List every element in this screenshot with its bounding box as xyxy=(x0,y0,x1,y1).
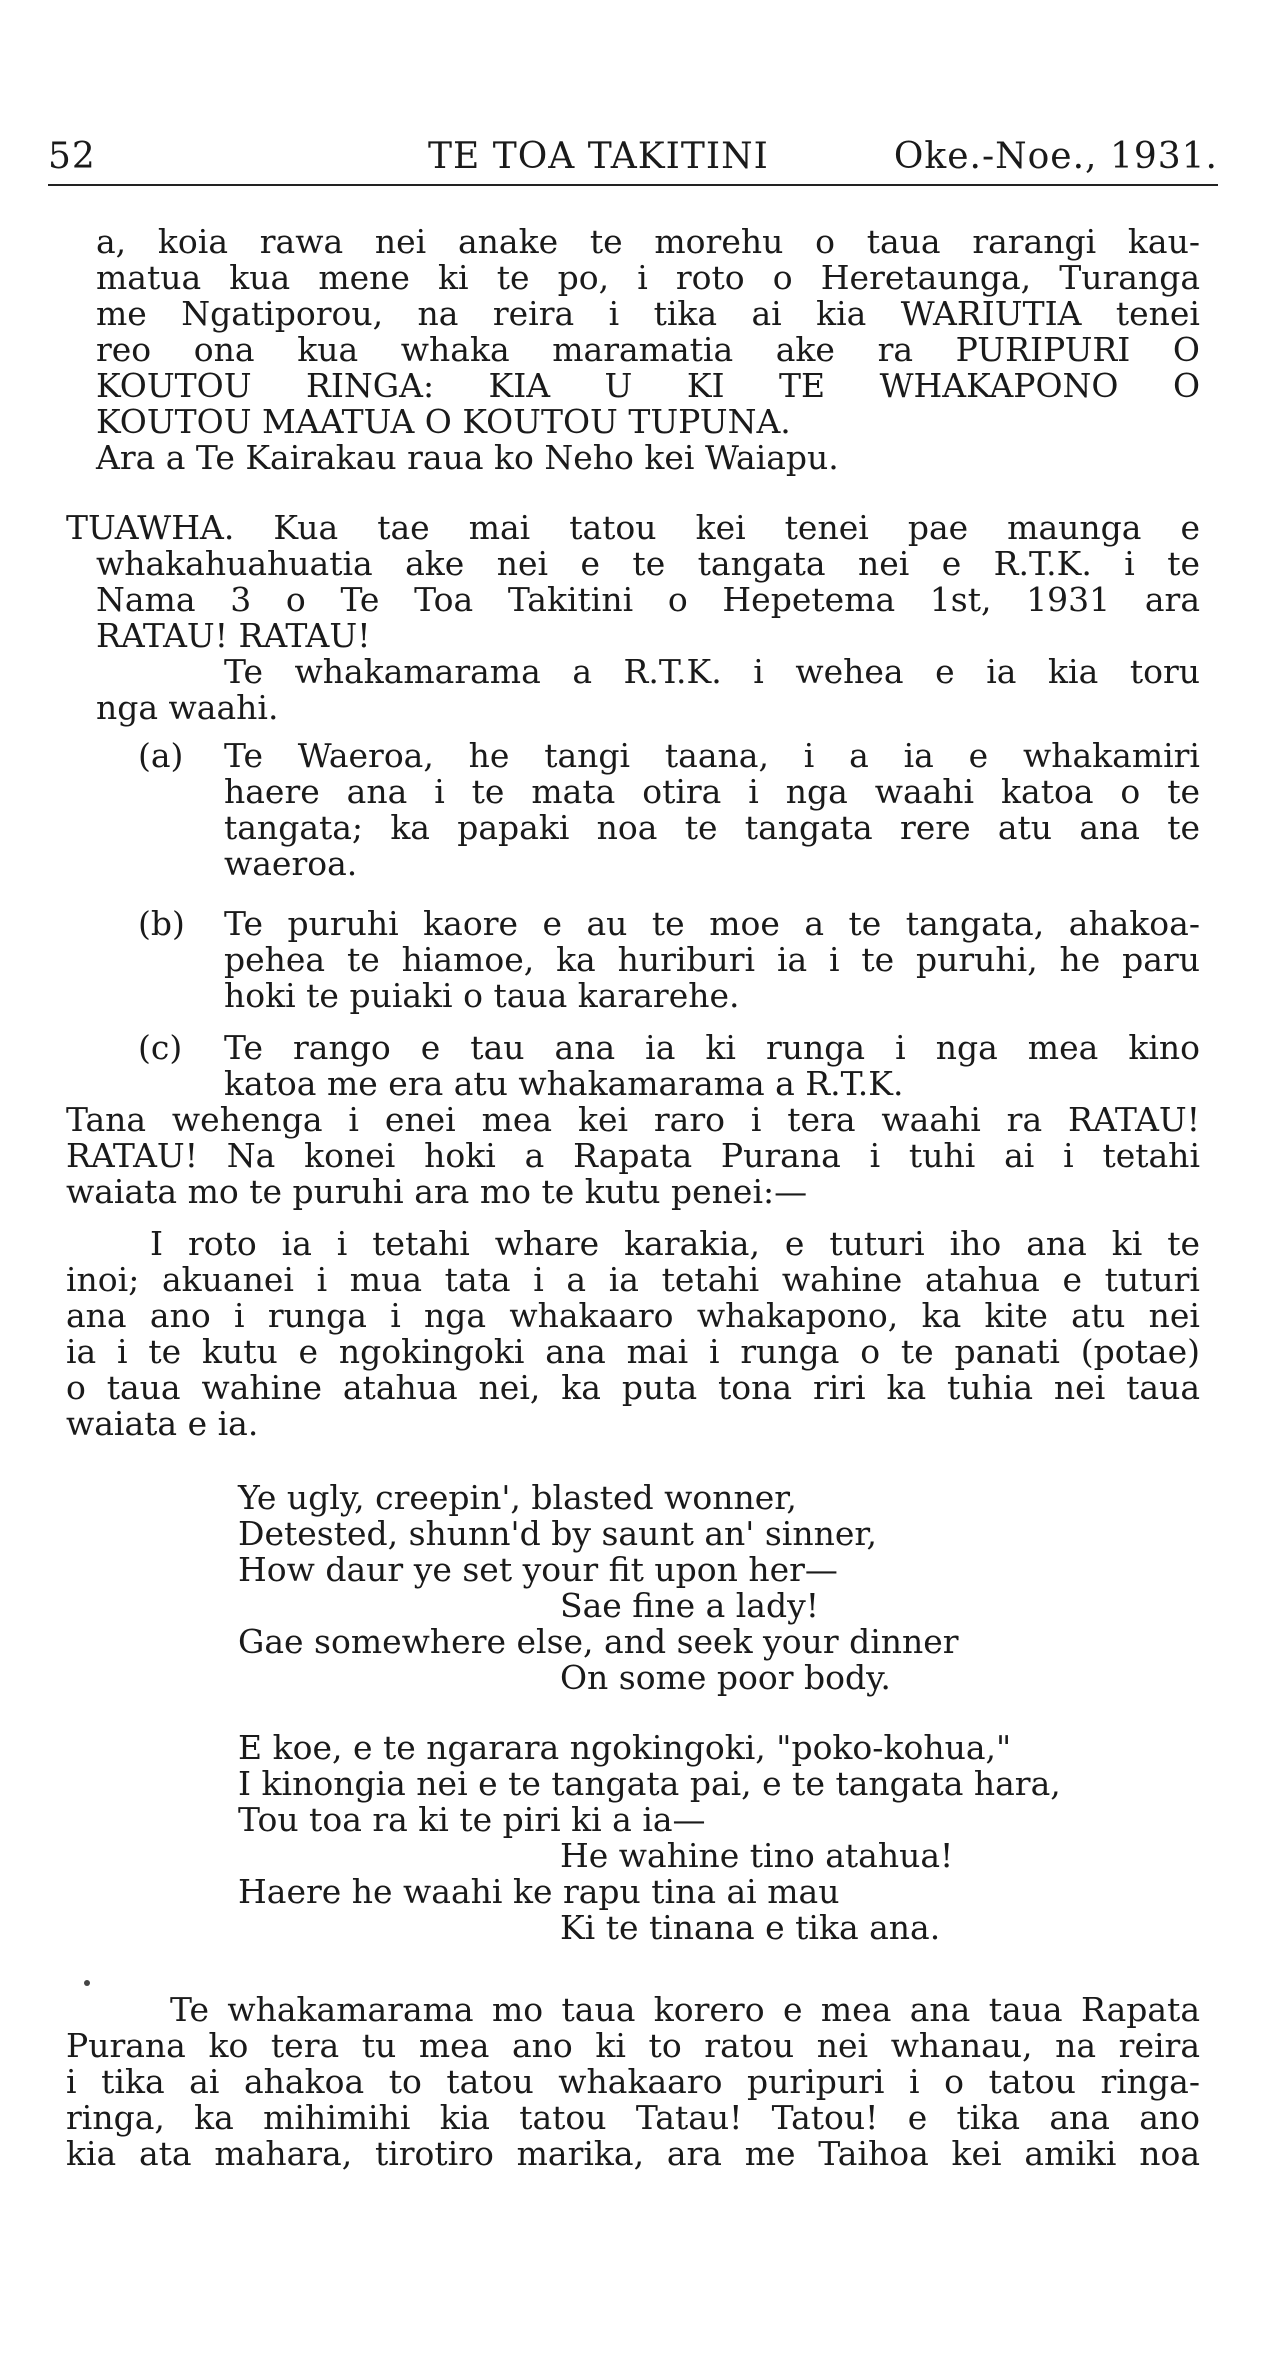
poem-line: Tou toa ra ki te piri ki a ia— xyxy=(238,1800,706,1839)
text-line: pehea te hiamoe, ka huriburi ia i te puruhi, he paru xyxy=(224,940,1200,979)
page-number: 52 xyxy=(48,136,96,177)
text-line: me Ngatiporou, na reira i tika ai kia WARIUTIA tenei xyxy=(96,294,1200,333)
list-marker-a: (a) xyxy=(138,736,184,775)
text-line: KOUTOU RINGA: KIA U KI TE WHAKAPONO O xyxy=(96,366,1200,405)
text-line: katoa me era atu whakamarama a R.T.K. xyxy=(224,1064,904,1103)
stray-mark xyxy=(84,1980,90,1986)
text-line: matua kua mene ki te po, i roto o Heretaunga, Turanga xyxy=(96,258,1200,297)
text-line: o taua wahine atahua nei, ka puta tona riri ka tuhia nei taua xyxy=(66,1368,1200,1407)
text-line: Te whakamarama a R.T.K. i wehea e ia kia toru xyxy=(224,652,1200,691)
running-header xyxy=(48,128,1218,184)
list-marker-c: (c) xyxy=(138,1028,183,1067)
poem-line: I kinongia nei e te tangata pai, e te tangata hara, xyxy=(238,1764,1061,1803)
list-marker-b: (b) xyxy=(138,904,185,943)
text-line: ana ano i runga i nga whakaaro whakapono, ka kite atu nei xyxy=(66,1296,1200,1335)
text-line: TUAWHA. Kua tae mai tatou kei tenei pae maunga e xyxy=(66,508,1200,547)
text-line: KOUTOU MAATUA O KOUTOU TUPUNA. xyxy=(96,402,791,441)
text-line: hoki te puiaki o taua kararehe. xyxy=(224,976,740,1015)
text-line: ringa, ka mihimihi kia tatou Tatau! Tatou! e tika ana ano xyxy=(66,2098,1200,2137)
text-line: reo ona kua whaka maramatia ake ra PURIPURI O xyxy=(96,330,1200,369)
text-line: i tika ai ahakoa to tatou whakaaro puripuri i o tatou ringa- xyxy=(66,2062,1200,2101)
text-line: Tana wehenga i enei mea kei raro i tera waahi ra RATAU! xyxy=(66,1100,1200,1139)
text-line: Te whakamarama mo taua korero e mea ana taua Rapata xyxy=(170,1990,1200,2029)
text-line: RATAU! Na konei hoki a Rapata Purana i tuhi ai i tetahi xyxy=(66,1136,1200,1175)
poem-line: He wahine tino atahua! xyxy=(560,1836,954,1875)
header-rule xyxy=(48,184,1218,186)
issue-date: Oke.-Noe., 1931. xyxy=(893,136,1218,177)
text-line: Te puruhi kaore e au te moe a te tangata, ahakoa- xyxy=(224,904,1200,943)
publication-title: TE TOA TAKITINI xyxy=(428,136,769,177)
poem-line: Detested, shunn'd by saunt an' sinner, xyxy=(238,1514,878,1553)
text-line: whakahuahuatia ake nei e te tangata nei e R.T.K. i te xyxy=(96,544,1200,583)
poem-line: How daur ye set your fit upon her— xyxy=(238,1550,838,1589)
text-line: inoi; akuanei i mua tata i a ia tetahi wahine atahua e tuturi xyxy=(66,1260,1200,1299)
poem-line: Sae fine a lady! xyxy=(560,1586,820,1625)
text-line: kia ata mahara, tirotiro marika, ara me Taihoa kei amiki noa xyxy=(66,2134,1200,2173)
text-line: haere ana i te mata otira i nga waahi katoa o te xyxy=(224,772,1200,811)
text-line: I roto ia i tetahi whare karakia, e tuturi iho ana ki te xyxy=(150,1224,1200,1263)
text-line: a, koia rawa nei anake te morehu o taua rarangi kau- xyxy=(96,222,1200,261)
poem-line: Gae somewhere else, and seek your dinner xyxy=(238,1622,959,1661)
text-line: waeroa. xyxy=(224,844,358,883)
poem-line: Ye ugly, creepin', blasted wonner, xyxy=(238,1478,797,1517)
text-line: Nama 3 o Te Toa Takitini o Hepetema 1st, 1931 ara xyxy=(96,580,1200,619)
text-line: Te Waeroa, he tangi taana, i a ia e whakamiri xyxy=(224,736,1200,775)
text-line: Purana ko tera tu mea ano ki to ratou nei whanau, na reira xyxy=(66,2026,1200,2065)
text-line: tangata; ka papaki noa te tangata rere atu ana te xyxy=(224,808,1200,847)
text-line: Te rango e tau ana ia ki runga i nga mea kino xyxy=(224,1028,1200,1067)
text-line: RATAU! RATAU! xyxy=(96,616,371,655)
text-line: Ara a Te Kairakau raua ko Neho kei Waiapu. xyxy=(96,438,839,477)
poem-line: Haere he waahi ke rapu tina ai mau xyxy=(238,1872,840,1911)
poem-line: On some poor body. xyxy=(560,1658,891,1697)
poem-line: E koe, e te ngarara ngokingoki, "poko-kohua," xyxy=(238,1728,1012,1767)
text-line: nga waahi. xyxy=(96,688,279,727)
text-line: ia i te kutu e ngokingoki ana mai i runga o te panati (potae) xyxy=(66,1332,1200,1371)
poem-line: Ki te tinana e tika ana. xyxy=(560,1908,941,1947)
text-line: waiata e ia. xyxy=(66,1404,259,1443)
text-line: waiata mo te puruhi ara mo te kutu penei:— xyxy=(66,1172,808,1211)
